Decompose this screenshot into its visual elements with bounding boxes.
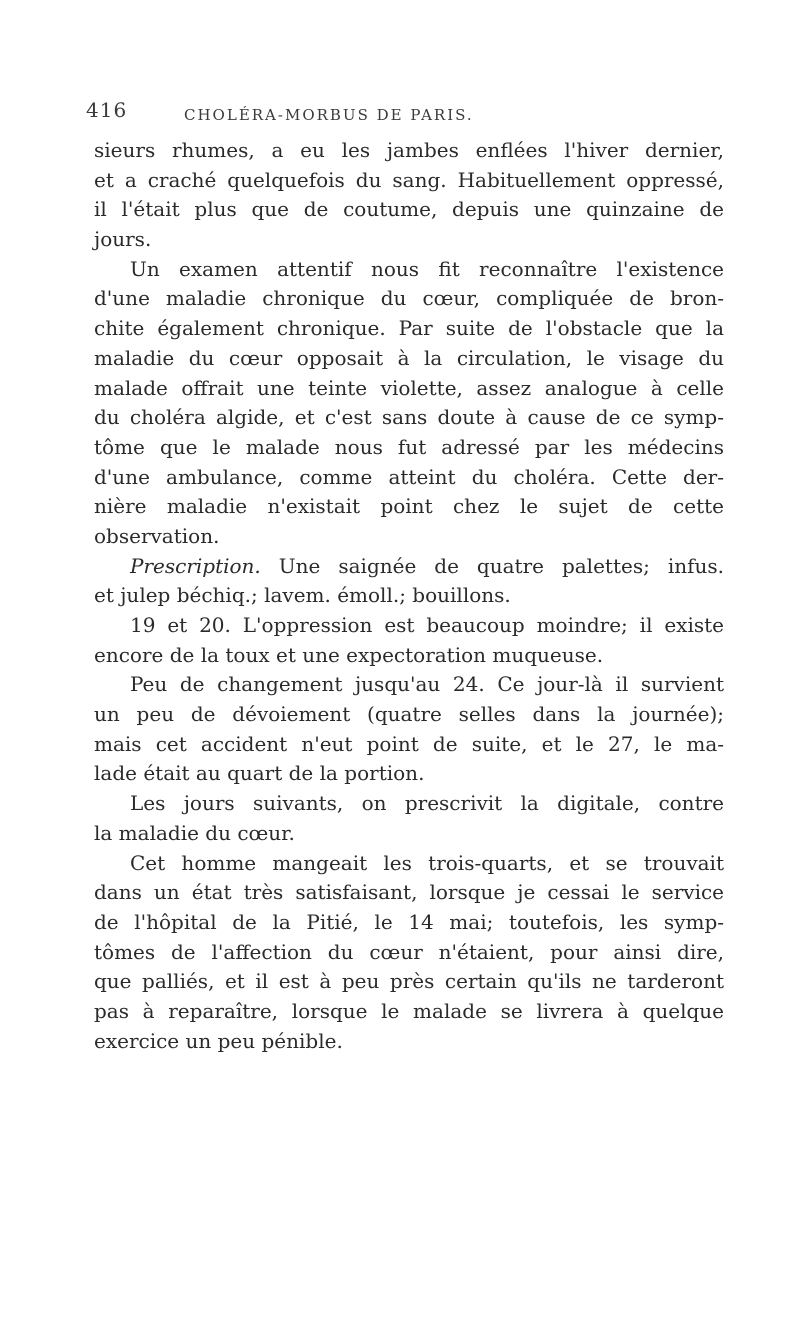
text-line	[94, 522, 724, 552]
line-text: Un examen attentif nous fit reconnaître l'existence	[130, 256, 724, 281]
text-line	[94, 463, 724, 493]
line-text: maladie du cœur opposait à la circulation, le visage du	[94, 345, 724, 370]
page-header	[86, 98, 726, 128]
text-line	[94, 374, 724, 404]
text-line	[94, 492, 724, 522]
text-line	[94, 967, 724, 997]
text-line	[94, 195, 724, 225]
text-line	[94, 403, 724, 433]
text-line	[94, 819, 724, 849]
line-text: tômes de l'affection du cœur n'étaient, pour ainsi dire,	[94, 939, 724, 964]
text-line	[94, 166, 724, 196]
line-text: observation.	[94, 523, 220, 548]
text-line	[94, 997, 724, 1027]
text-line	[94, 878, 724, 908]
line-text: tôme que le malade nous fut adressé par les médecins	[94, 434, 724, 459]
text-line	[94, 849, 724, 879]
line-text: d'une ambulance, comme atteint du choléra. Cette der-	[94, 464, 724, 489]
text-line	[94, 700, 724, 730]
line-text: d'une maladie chronique du cœur, compliquée de bron-	[94, 286, 724, 311]
text-line	[94, 255, 724, 285]
text-line	[94, 789, 724, 819]
line-text: encore de la toux et une expectoration muqueuse.	[94, 642, 604, 667]
text-line	[94, 314, 724, 344]
text-line	[94, 670, 724, 700]
line-text: Peu de changement jusqu'au 24. Ce jour-là il survient	[130, 672, 724, 697]
line-text: chite également chronique. Par suite de l'obstacle que la	[94, 316, 724, 341]
line-text: jours.	[94, 227, 152, 252]
line-text: nière maladie n'existait point chez le sujet de cette	[94, 494, 724, 519]
line-text: Cet homme mangeait les trois-quarts, et se trouvait	[130, 850, 724, 875]
line-text: la maladie du cœur.	[94, 820, 295, 845]
line-text: lade était au quart de la portion.	[94, 761, 425, 786]
text-line	[94, 938, 724, 968]
line-text: que palliés, et il est à peu près certain qu'ils ne tarderont	[94, 969, 724, 994]
line-text: et julep béchiq.; lavem. émoll.; bouillons.	[94, 583, 511, 608]
line-text: du choléra algide, et c'est sans doute à cause de ce symp-	[94, 405, 724, 430]
line-text: mais cet accident n'eut point de suite, et le 27, le ma-	[94, 731, 724, 756]
text-line	[94, 730, 724, 760]
text-line	[94, 344, 724, 374]
line-text: Les jours suivants, on prescrivit la digitale, contre	[130, 791, 724, 816]
line-text: il l'était plus que de coutume, depuis une quinzaine de	[94, 197, 724, 222]
text-line	[94, 611, 724, 641]
text-line	[94, 433, 724, 463]
text-line	[94, 552, 724, 582]
text-line	[94, 284, 724, 314]
line-text: malade offrait une teinte violette, assez analogue à celle	[94, 375, 724, 400]
text-line	[94, 1027, 724, 1057]
text-line	[94, 136, 724, 166]
running-head: CHOLÉRA-MORBUS DE PARIS.	[184, 106, 474, 124]
text-line	[94, 908, 724, 938]
line-text: Une saignée de quatre palettes; infus.	[260, 553, 724, 578]
text-line	[94, 581, 724, 611]
text-line	[94, 225, 724, 255]
line-text: sieurs rhumes, a eu les jambes enflées l'hiver dernier,	[94, 138, 724, 162]
line-text: 19 et 20. L'oppression est beaucoup moindre; il existe	[130, 613, 724, 637]
line-text: pas à reparaître, lorsque le malade se livrera à quelque	[94, 998, 724, 1023]
line-text: exercice un peu pénible.	[94, 1028, 343, 1053]
text-line	[94, 641, 724, 671]
section-label: Prescription.	[130, 553, 261, 578]
line-text: et a craché quelquefois du sang. Habituellement oppressé,	[94, 167, 724, 192]
text-line	[94, 759, 724, 789]
page-number: 416	[86, 98, 128, 122]
line-text: de l'hôpital de la Pitié, le 14 mai; toutefois, les symp-	[94, 909, 724, 934]
line-text: dans un état très satisfaisant, lorsque je cessai le service	[94, 880, 724, 905]
line-text: un peu de dévoiement (quatre selles dans la journée);	[94, 702, 724, 727]
body-text	[94, 136, 724, 1056]
